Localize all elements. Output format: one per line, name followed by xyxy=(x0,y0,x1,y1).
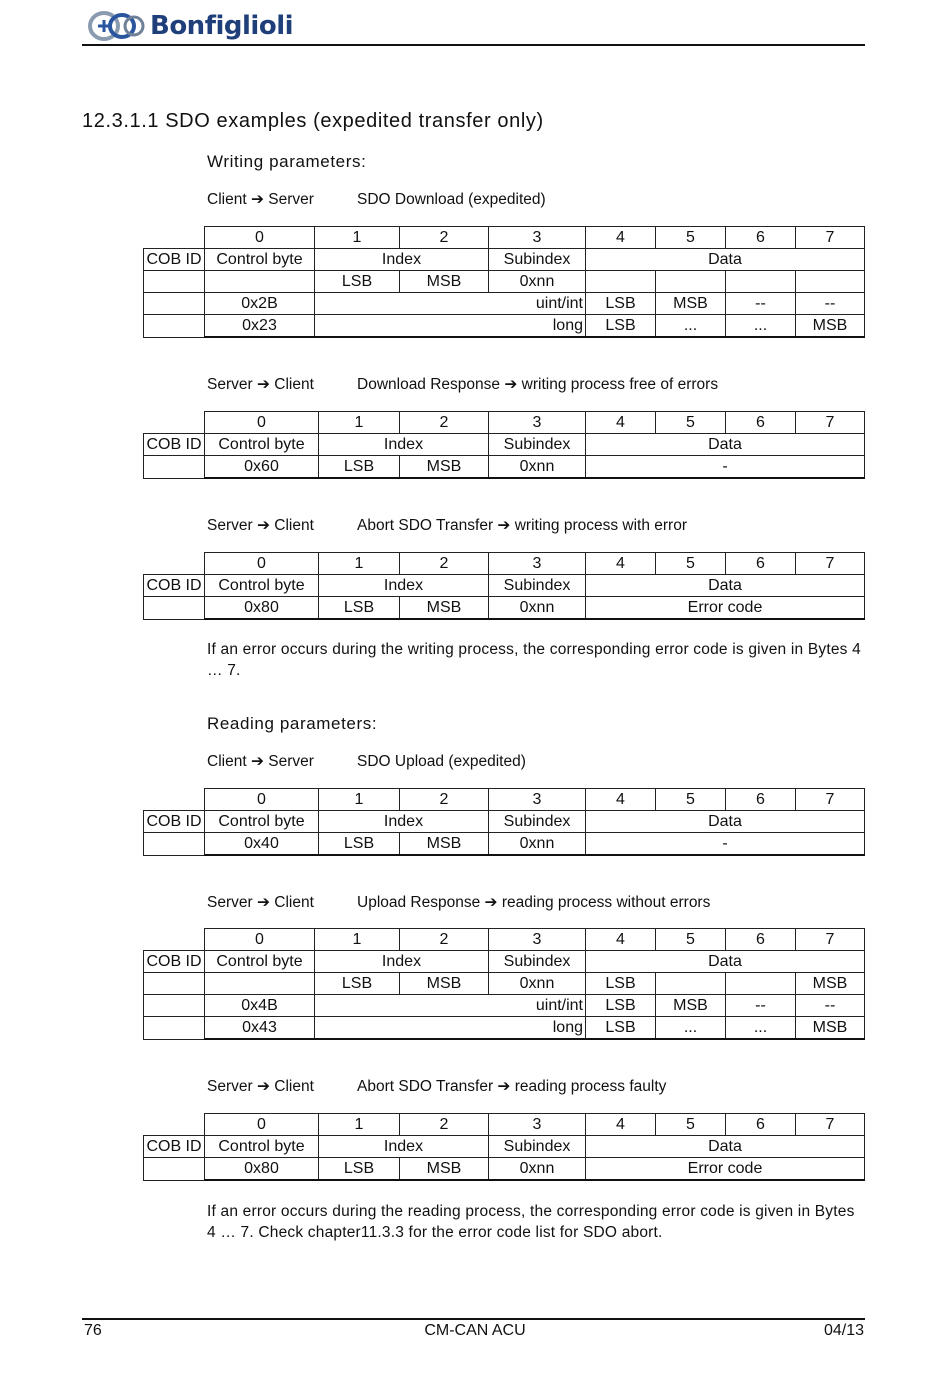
table-cell: long xyxy=(315,1017,586,1040)
table-cell: Index xyxy=(319,434,489,456)
table-cell: 0 xyxy=(205,1114,319,1136)
table-cell xyxy=(144,597,205,620)
table-cell xyxy=(796,271,865,293)
table-cell: 5 xyxy=(656,789,726,811)
table-cell: 0x80 xyxy=(205,597,319,620)
table-cell: 2 xyxy=(400,412,489,434)
table-cell: 0 xyxy=(205,227,315,249)
table-cell xyxy=(144,833,205,856)
table-field-row xyxy=(144,575,865,597)
table-cell: long xyxy=(315,315,586,338)
table-cell: 7 xyxy=(796,789,865,811)
table-cell: 5 xyxy=(656,412,726,434)
table-cell: 0x2B xyxy=(205,293,315,315)
table-cell: MSB xyxy=(656,995,726,1017)
document-date: 04/13 xyxy=(823,1322,864,1339)
table-cell: 6 xyxy=(726,553,796,575)
table-cell: 0xnn xyxy=(489,456,586,479)
table-cell: Data xyxy=(586,951,865,973)
table-cell: 3 xyxy=(489,227,586,249)
table-cell: 6 xyxy=(726,789,796,811)
table-cell: Control byte xyxy=(205,249,315,271)
table-cell: Error code xyxy=(586,1158,865,1181)
table-cell: ... xyxy=(726,315,796,338)
table-cell: 2 xyxy=(400,227,489,249)
table-cell: 7 xyxy=(796,1114,865,1136)
table-cell xyxy=(144,1158,205,1181)
table-abort-reading xyxy=(143,1113,865,1181)
table-upload-response xyxy=(143,928,865,1040)
table-cell: LSB xyxy=(319,833,400,856)
table-cell xyxy=(144,315,205,338)
table-cell: ... xyxy=(656,1017,726,1040)
table-cell: COB ID xyxy=(144,575,205,597)
table-cell: Control byte xyxy=(205,951,315,973)
table-header-row xyxy=(144,227,865,249)
table-header-row xyxy=(144,789,865,811)
table-cell: MSB xyxy=(400,973,489,995)
arrow-icon: ➔ xyxy=(504,376,518,393)
table-cell: Control byte xyxy=(205,811,319,833)
table-cell: Subindex xyxy=(489,1136,586,1158)
table-cell xyxy=(656,973,726,995)
table-cell: 2 xyxy=(400,929,489,951)
caption-abort-reading: Server ➔ Client Abort SDO Transfer ➔ reading process faulty xyxy=(207,1078,667,1095)
table-cell: MSB xyxy=(400,271,489,293)
table-header-row xyxy=(144,553,865,575)
table-cell: 1 xyxy=(319,789,400,811)
table-cell: 1 xyxy=(319,1114,400,1136)
table-cell: MSB xyxy=(400,597,489,620)
table-cell: Subindex xyxy=(489,434,586,456)
table-cell: 7 xyxy=(796,929,865,951)
table-sdo-upload xyxy=(143,788,865,856)
table-cell: 2 xyxy=(400,789,489,811)
table-cell: 0x23 xyxy=(205,315,315,338)
table-row xyxy=(144,1017,865,1040)
table-cell xyxy=(144,553,205,575)
table-cell xyxy=(656,271,726,293)
table-cell: Control byte xyxy=(205,1136,319,1158)
table-cell: MSB xyxy=(400,833,489,856)
table-cell: 1 xyxy=(315,227,400,249)
table-cell: 0 xyxy=(205,412,319,434)
table-cell: 4 xyxy=(586,227,656,249)
table-cell: 5 xyxy=(656,1114,726,1136)
table-cell: 7 xyxy=(796,412,865,434)
table-cell: LSB xyxy=(319,456,400,479)
table-cell: MSB xyxy=(796,973,865,995)
table-cell: COB ID xyxy=(144,249,205,271)
table-cell: Control byte xyxy=(205,575,319,597)
table-cell: 0x4B xyxy=(205,995,315,1017)
table-cell: MSB xyxy=(400,456,489,479)
table-cell: 0 xyxy=(205,789,319,811)
table-header-row xyxy=(144,929,865,951)
table-row xyxy=(144,456,865,479)
arrow-icon: ➔ xyxy=(250,753,264,770)
table-cell: 2 xyxy=(400,553,489,575)
table-cell xyxy=(144,995,205,1017)
table-cell: Subindex xyxy=(489,951,586,973)
reading-heading: Reading parameters: xyxy=(207,714,378,733)
table-cell: MSB xyxy=(796,1017,865,1040)
table-cell: 5 xyxy=(656,929,726,951)
table-cell: 7 xyxy=(796,553,865,575)
table-field-row xyxy=(144,249,865,271)
table-cell: 0x80 xyxy=(205,1158,319,1181)
table-cell: LSB xyxy=(319,597,400,620)
table-cell: 1 xyxy=(319,412,400,434)
table-cell: 0xnn xyxy=(489,1158,586,1181)
caption-download-response: Server ➔ Client Download Response ➔ writing process free of errors xyxy=(207,376,719,393)
arrow-icon: ➔ xyxy=(497,517,511,534)
table-cell xyxy=(144,789,205,811)
table-cell xyxy=(144,1114,205,1136)
table-cell: -- xyxy=(726,995,796,1017)
table-field-row xyxy=(144,951,865,973)
table-cell: uint/int xyxy=(315,293,586,315)
table-row xyxy=(144,597,865,620)
table-cell: Index xyxy=(315,249,489,271)
caption-upload-response: Server ➔ Client Upload Response ➔ reading process without errors xyxy=(207,894,711,911)
table-cell: 1 xyxy=(319,553,400,575)
table-cell: 3 xyxy=(489,1114,586,1136)
arrow-icon: ➔ xyxy=(250,191,264,208)
writing-error-note: If an error occurs during the writing process, the corresponding error code is given in Bytes 4 … 7. xyxy=(207,641,861,679)
table-cell xyxy=(144,412,205,434)
table-cell: uint/int xyxy=(315,995,586,1017)
table-cell: LSB xyxy=(586,995,656,1017)
caption-abort-writing: Server ➔ Client Abort SDO Transfer ➔ writing process with error xyxy=(207,517,688,534)
table-cell: ... xyxy=(726,1017,796,1040)
table-cell: Data xyxy=(586,249,865,271)
table-cell: COB ID xyxy=(144,1136,205,1158)
table-cell: LSB xyxy=(586,973,656,995)
table-cell xyxy=(144,293,205,315)
table-field-row xyxy=(144,434,865,456)
table-cell xyxy=(586,271,656,293)
table-cell: 0 xyxy=(205,553,319,575)
table-cell: 4 xyxy=(586,1114,656,1136)
arrow-icon: ➔ xyxy=(256,376,270,393)
table-row xyxy=(144,271,865,293)
table-cell xyxy=(144,1017,205,1040)
table-cell: 2 xyxy=(400,1114,489,1136)
table-cell: MSB xyxy=(796,315,865,338)
table-cell: 5 xyxy=(656,553,726,575)
table-cell: 6 xyxy=(726,412,796,434)
table-cell: 7 xyxy=(796,227,865,249)
table-row xyxy=(144,973,865,995)
table-sdo-download xyxy=(143,226,865,338)
caption-sdo-download: Client ➔ Server SDO Download (expedited) xyxy=(207,191,546,208)
table-cell: -- xyxy=(796,995,865,1017)
table-download-response xyxy=(143,411,865,479)
bonfiglioli-gears-logo xyxy=(88,10,146,42)
table-cell xyxy=(144,973,205,995)
table-cell: MSB xyxy=(656,293,726,315)
caption-sdo-upload: Client ➔ Server SDO Upload (expedited) xyxy=(207,753,526,770)
table-cell: Data xyxy=(586,575,865,597)
table-cell: Subindex xyxy=(489,575,586,597)
section-title: 12.3.1.1 SDO examples (expedited transfer only) xyxy=(82,110,544,132)
brand-name: Bonfiglioli xyxy=(150,11,294,41)
table-cell xyxy=(726,271,796,293)
arrow-icon: ➔ xyxy=(256,517,270,534)
table-cell: 3 xyxy=(489,553,586,575)
table-cell: COB ID xyxy=(144,434,205,456)
table-cell: - xyxy=(586,456,865,479)
reading-error-note: If an error occurs during the reading process, the corresponding error code is given in Bytes 4 … 7. Check chapter11.3.3 for the error code list for SDO abort. xyxy=(207,1203,855,1241)
table-cell xyxy=(144,456,205,479)
table-cell: LSB xyxy=(586,1017,656,1040)
table-field-row xyxy=(144,811,865,833)
table-row xyxy=(144,293,865,315)
table-cell: COB ID xyxy=(144,811,205,833)
table-header-row xyxy=(144,412,865,434)
table-cell: 4 xyxy=(586,789,656,811)
table-row xyxy=(144,833,865,856)
arrow-icon: ➔ xyxy=(256,1078,270,1095)
table-cell: 4 xyxy=(586,553,656,575)
table-cell: Index xyxy=(319,575,489,597)
document-name: CM-CAN ACU xyxy=(424,1322,526,1339)
table-cell: LSB xyxy=(319,1158,400,1181)
table-cell: 4 xyxy=(586,929,656,951)
table-cell xyxy=(205,271,315,293)
table-cell: Index xyxy=(319,1136,489,1158)
arrow-icon: ➔ xyxy=(497,1078,511,1095)
table-cell: Control byte xyxy=(205,434,319,456)
table-row xyxy=(144,1158,865,1181)
page-number: 76 xyxy=(84,1322,102,1339)
footer-rule xyxy=(82,1318,865,1320)
table-row xyxy=(144,315,865,338)
table-cell: 0xnn xyxy=(489,271,586,293)
table-cell: -- xyxy=(726,293,796,315)
table-cell: 3 xyxy=(489,789,586,811)
table-cell: Subindex xyxy=(489,249,586,271)
table-cell: -- xyxy=(796,293,865,315)
table-cell: 0x43 xyxy=(205,1017,315,1040)
table-cell: Error code xyxy=(586,597,865,620)
table-cell xyxy=(144,227,205,249)
table-cell: 0xnn xyxy=(489,973,586,995)
table-cell: 4 xyxy=(586,412,656,434)
table-cell: 3 xyxy=(489,412,586,434)
table-cell: LSB xyxy=(315,271,400,293)
arrow-icon: ➔ xyxy=(256,894,270,911)
table-cell: Data xyxy=(586,1136,865,1158)
table-cell: - xyxy=(586,833,865,856)
table-cell: LSB xyxy=(586,293,656,315)
table-cell: 6 xyxy=(726,1114,796,1136)
table-cell: LSB xyxy=(315,973,400,995)
table-header-row xyxy=(144,1114,865,1136)
table-field-row xyxy=(144,1136,865,1158)
table-cell: 0x40 xyxy=(205,833,319,856)
table-cell: 1 xyxy=(315,929,400,951)
writing-heading: Writing parameters: xyxy=(207,152,367,171)
table-row xyxy=(144,995,865,1017)
table-cell: Index xyxy=(315,951,489,973)
table-cell: ... xyxy=(656,315,726,338)
arrow-icon: ➔ xyxy=(484,894,498,911)
table-cell: Subindex xyxy=(489,811,586,833)
table-cell: MSB xyxy=(400,1158,489,1181)
table-cell xyxy=(144,271,205,293)
table-cell: 6 xyxy=(726,227,796,249)
table-cell: 6 xyxy=(726,929,796,951)
table-abort-writing xyxy=(143,552,865,620)
table-cell: 0xnn xyxy=(489,597,586,620)
table-cell: Index xyxy=(319,811,489,833)
table-cell: 0 xyxy=(205,929,315,951)
table-cell xyxy=(205,973,315,995)
table-cell: 0x60 xyxy=(205,456,319,479)
table-cell xyxy=(726,973,796,995)
table-cell: 5 xyxy=(656,227,726,249)
brand-logo xyxy=(88,8,293,44)
table-cell: Data xyxy=(586,434,865,456)
table-cell: Data xyxy=(586,811,865,833)
table-cell: LSB xyxy=(586,315,656,338)
header-rule xyxy=(82,44,865,46)
table-cell: 0xnn xyxy=(489,833,586,856)
table-cell: COB ID xyxy=(144,951,205,973)
table-cell xyxy=(144,929,205,951)
table-cell: 3 xyxy=(489,929,586,951)
